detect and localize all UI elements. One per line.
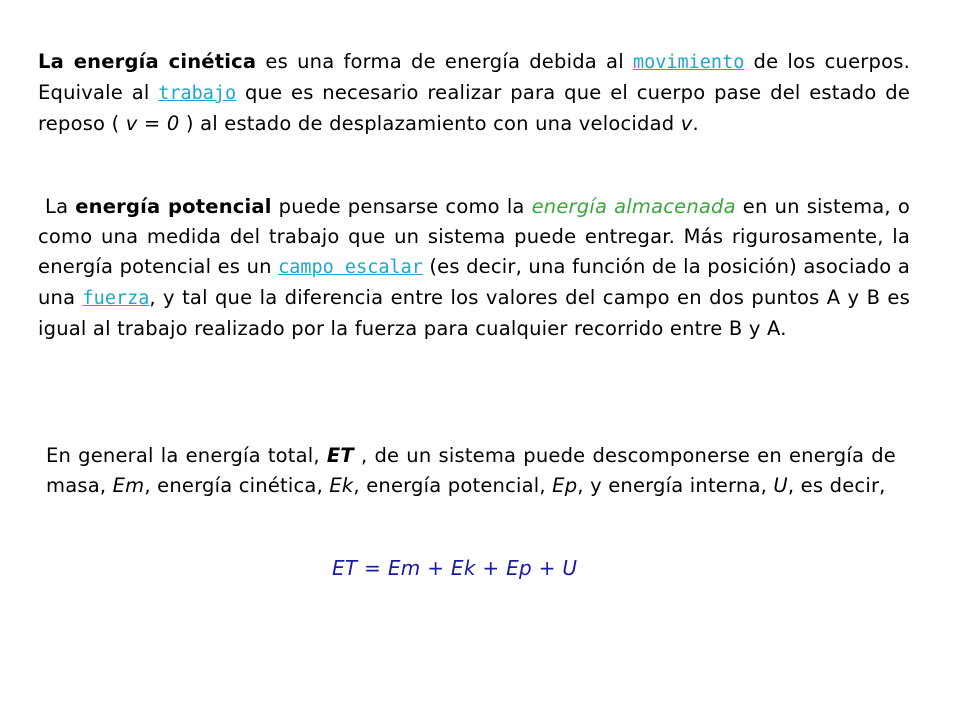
link-campo-escalar[interactable]: campo escalar (278, 257, 423, 278)
total-text-4: , y energía interna, (577, 474, 774, 497)
et-symbol: ET (326, 444, 354, 467)
link-fuerza[interactable]: fuerza (82, 288, 150, 309)
total-text-1: , de un sistema puede descomponerse en energía de masa, (46, 444, 896, 497)
total-energy-equation: ET = Em + Ek + Ep + U (332, 556, 578, 580)
em-symbol: Em (112, 474, 145, 497)
kinetic-text-2: de los cuerpos. Equivale al (38, 50, 910, 104)
kinetic-text-5: . (692, 112, 699, 135)
potential-text-0: La (45, 195, 76, 218)
ek-symbol: Ek (329, 474, 354, 497)
total-text-5: , es decir, (787, 474, 886, 497)
u-symbol: U (773, 474, 788, 497)
total-text-0: En general la energía total, (46, 444, 327, 467)
potential-text-1: puede pensarse como la (271, 195, 532, 218)
potential-text-2: en un sistema, o como una medida del trabajo que un sistema puede entregar. Más rigurosamente, la energía potencial es un (38, 195, 910, 278)
ep-symbol: Ep (552, 474, 578, 497)
total-energy-paragraph (46, 441, 896, 501)
kinetic-text-1: es una forma de energía debida al (256, 50, 633, 73)
total-text-3: , energía potencial, (353, 474, 553, 497)
kinetic-energy-term: La energía cinética (38, 50, 257, 73)
kinetic-text-4: ) al estado de desplazamiento con una velocidad (179, 112, 681, 135)
potential-energy-term: energía potencial (75, 195, 272, 218)
potential-energy-paragraph (38, 192, 910, 344)
kinetic-text-3: que es necesario realizar para que el cuerpo pase del estado de reposo ( (38, 81, 911, 135)
total-text-2: , energía cinética, (144, 474, 330, 497)
rest-formula: v = 0 (125, 112, 180, 135)
stored-energy-phrase: energía almacenada (531, 195, 736, 218)
potential-text-3: (es decir, una función de la posición) asociado a una (38, 255, 910, 309)
kinetic-energy-paragraph (38, 47, 910, 139)
velocity-symbol: v (680, 112, 693, 135)
link-movimiento[interactable]: movimiento (632, 52, 745, 73)
potential-text-4: , y tal que la diferencia entre los valores del campo en dos puntos A y B es igual al trabajo realizado por la fuerza para cualquier recorrido entre B y A. (38, 286, 910, 340)
link-trabajo[interactable]: trabajo (158, 83, 237, 104)
